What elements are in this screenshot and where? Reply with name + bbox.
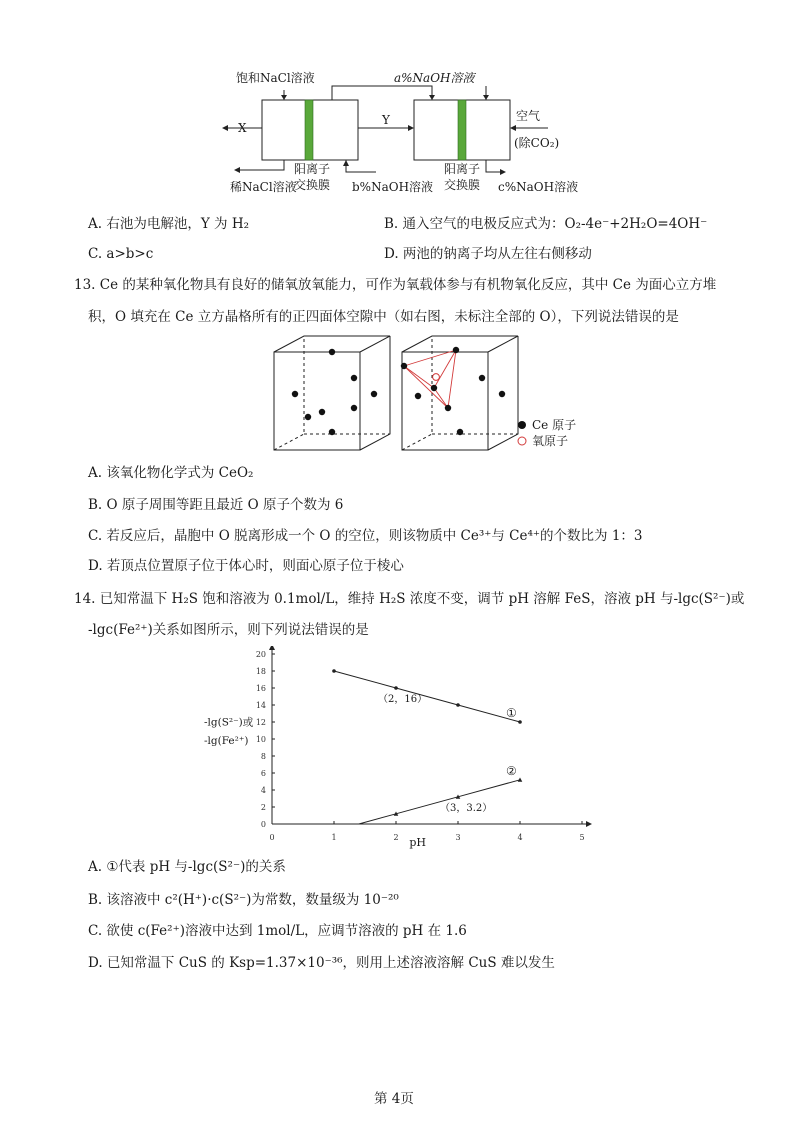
q13-option-d: D. 若顶点位置原子位于体心时，则面心原子位于棱心 [88, 558, 404, 574]
out-right-label: c%NaOH溶液 [498, 180, 579, 194]
q13-option-c: C. 若反应后，晶胞中 O 脱离形成一个 O 的空位，则该物质中 Ce³⁺与 Ce⁴⁺的个数比为 1：3 [88, 528, 643, 544]
q12-option-b: B. 通入空气的电极反应式为：O₂-4e⁻+2H₂O=4OH⁻ [384, 216, 708, 232]
point-annotation: （3，3.2） [440, 802, 493, 814]
series-name-label: ① [506, 706, 517, 720]
series-point [518, 720, 522, 724]
oxygen-atom [433, 374, 440, 381]
q13-stem-line-1: 13. Ce 的某种氧化物具有良好的储氧放氧能力，可作为氧载体参与有机物氧化反应，其中 Ce 为面心立方堆 [74, 277, 717, 293]
input-left-label: 饱和NaCl溶液 [236, 71, 315, 85]
ph-chart [196, 646, 596, 850]
series-point [456, 703, 460, 707]
y-tick-label: 10 [255, 735, 266, 744]
y-label: Y [382, 113, 390, 127]
right-membrane [458, 100, 466, 160]
x-tick-label: 1 [331, 833, 337, 842]
right-cube-ce-atoms [401, 347, 505, 435]
q12-option-a: A. 右池为电解池，Y 为 H₂ [88, 216, 250, 232]
y-tick-label: 0 [260, 820, 266, 829]
q13-stem-line-2: 积，O 填充在 Ce 立方晶格所有的正四面体空隙中（如右图，未标注全部的 O），下列说法错误的是 [88, 309, 679, 325]
input-right-label: a%NaOH溶液 [394, 71, 475, 85]
y-tick-label: 12 [255, 718, 266, 727]
q13-option-b: B. O 原子周围等距且最近 O 原子个数为 6 [88, 497, 344, 513]
y-tick-label: 2 [260, 803, 266, 812]
x-tick-label: 2 [393, 833, 399, 842]
page-number: 第 4页 [374, 1091, 414, 1107]
y-axis-label-1: -lg(S²⁻)或 [204, 716, 254, 729]
electrolysis-diagram [200, 60, 600, 200]
membrane-right-label-2: 交换膜 [444, 178, 481, 192]
y-tick-label: 6 [260, 769, 266, 778]
x-axis-label: pH [409, 836, 427, 849]
q12-option-d: D. 两池的钠离子均从左往右侧移动 [384, 246, 592, 262]
q14-stem-line-2: -lgc(Fe²⁺)关系如图所示，则下列说法错误的是 [88, 622, 369, 638]
x-label: X [238, 121, 247, 135]
series-name-label: ② [506, 763, 517, 778]
left-cube-ce-atoms [292, 349, 377, 435]
air-label: 空气 [516, 109, 541, 123]
y-tick-label: 20 [255, 650, 266, 659]
out-left-label: 稀NaCl溶液 [230, 180, 297, 194]
q13-option-a: A. 该氧化物化学式为 CeO₂ [88, 465, 254, 481]
tetrahedron-lines [404, 350, 456, 408]
air-note-label: (除CO₂) [514, 136, 560, 150]
x-tick-label: 5 [579, 833, 585, 842]
crystal-cell-diagram [270, 330, 590, 460]
series-point [332, 669, 336, 673]
membrane-right-label-1: 阳离子 [444, 162, 481, 176]
y-tick-label: 4 [260, 786, 266, 795]
legend-ce-marker [518, 421, 526, 429]
x-tick-label: 3 [455, 833, 461, 842]
legend-ce-label: Ce 原子 [532, 418, 577, 432]
series-point [518, 778, 523, 782]
legend-o-label: 氧原子 [532, 434, 569, 448]
y-axis-label-2: -lg(Fe²⁺) [204, 735, 249, 748]
y-axis-arrow [269, 646, 275, 650]
y-tick-label: 18 [255, 667, 266, 676]
x-tick-label: 0 [269, 833, 275, 842]
series-point [394, 686, 398, 690]
y-tick-label: 14 [255, 701, 266, 710]
q14-option-d: D. 已知常温下 CuS 的 Ksp=1.37×10⁻³⁶，则用上述溶液溶解 CuS 难以发生 [88, 955, 555, 971]
q14-option-c: C. 欲使 c(Fe²⁺)溶液中达到 1mol/L，应调节溶液的 pH 在 1.6 [88, 923, 467, 939]
out-mid-label: b%NaOH溶液 [352, 180, 434, 194]
membrane-left-label-1: 阳离子 [294, 162, 331, 176]
q14-option-b: B. 该溶液中 c²(H⁺)·c(S²⁻)为常数，数量级为 10⁻²⁰ [88, 892, 399, 908]
membrane-left-label-2: 交换膜 [294, 178, 331, 192]
left-membrane [305, 100, 313, 160]
q14-option-a: A. ①代表 pH 与-lgc(S²⁻)的关系 [88, 859, 286, 875]
q12-option-c: C. a>b>c [88, 246, 154, 262]
x-axis-arrow [586, 821, 592, 827]
point-annotation: （2，16） [378, 694, 428, 705]
x-tick-label: 4 [517, 833, 523, 842]
q14-stem-line-1: 14. 已知常温下 H₂S 饱和溶液为 0.1mol/L，维持 H₂S 浓度不变，调节 pH 溶解 FeS，溶液 pH 与-lgc(S²⁻)或 [74, 591, 745, 607]
y-tick-label: 16 [255, 684, 266, 693]
legend-o-marker [518, 437, 526, 445]
y-tick-label: 8 [260, 752, 266, 761]
